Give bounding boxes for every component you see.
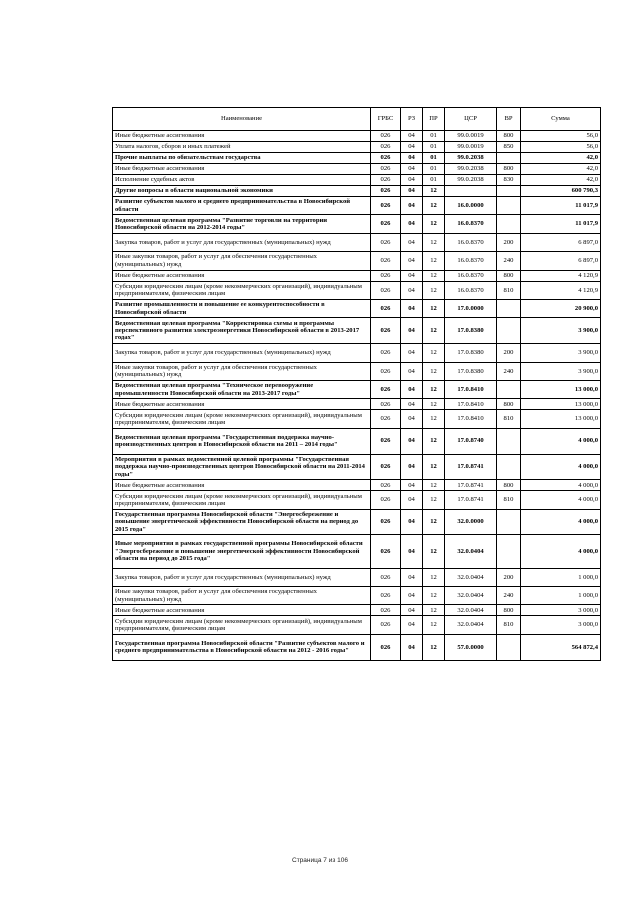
row-rz: 04 <box>401 535 423 568</box>
table-row <box>113 362 601 380</box>
table-header-row <box>113 108 601 131</box>
row-csr: 16.0.8370 <box>445 270 497 281</box>
row-pr: 12 <box>423 197 445 215</box>
row-name: Ведомственная целевая программа "Развитие торговли на территории Новосибирской области на 2012-2014 годы" <box>113 215 371 233</box>
row-name: Субсидии юридическим лицам (кроме некоммерческих организаций), индивидуальным предпринимателям, физическим лицам <box>113 616 371 634</box>
row-csr: 16.0.8370 <box>445 281 497 299</box>
row-pr: 01 <box>423 142 445 153</box>
row-pr: 12 <box>423 509 445 535</box>
row-vr: 240 <box>497 587 521 605</box>
row-grbs: 026 <box>371 233 401 251</box>
row-pr: 12 <box>423 568 445 586</box>
row-name: Иные бюджетные ассигнования <box>113 605 371 616</box>
row-vr <box>497 509 521 535</box>
row-rz: 04 <box>401 428 423 454</box>
table-row <box>113 252 601 270</box>
row-rz: 04 <box>401 399 423 410</box>
row-name: Иные закупки товаров, работ и услуг для обеспечения государственных (муниципальных) нужд <box>113 587 371 605</box>
table-row <box>113 318 601 344</box>
table-body <box>113 131 601 661</box>
row-grbs: 026 <box>371 616 401 634</box>
row-vr: 800 <box>497 131 521 142</box>
row-csr: 99.0.2038 <box>445 153 497 164</box>
row-grbs: 026 <box>371 281 401 299</box>
row-pr: 01 <box>423 131 445 142</box>
table-row <box>113 153 601 164</box>
table-row <box>113 605 601 616</box>
row-vr <box>497 186 521 197</box>
table-row <box>113 233 601 251</box>
row-grbs: 026 <box>371 318 401 344</box>
row-rz: 04 <box>401 233 423 251</box>
header-pr: ПР <box>423 108 445 131</box>
row-pr: 01 <box>423 153 445 164</box>
row-rz: 04 <box>401 454 423 480</box>
row-name: Иные закупки товаров, работ и услуг для обеспечения государственных (муниципальных) нужд <box>113 362 371 380</box>
row-name: Исполнение судебных актов <box>113 175 371 186</box>
row-name: Ведомственная целевая программа "Государственная поддержка научно-производственных центров в Новосибирской области на 2011 – 2014 годы" <box>113 428 371 454</box>
row-name: Иные бюджетные ассигнования <box>113 480 371 491</box>
row-csr: 17.0.8380 <box>445 318 497 344</box>
row-rz: 04 <box>401 318 423 344</box>
row-rz: 04 <box>401 281 423 299</box>
row-vr <box>497 197 521 215</box>
row-pr: 12 <box>423 299 445 317</box>
row-sum: 20 900,0 <box>521 299 601 317</box>
row-sum: 11 017,9 <box>521 215 601 233</box>
row-vr: 800 <box>497 605 521 616</box>
row-grbs: 026 <box>371 153 401 164</box>
row-pr: 12 <box>423 362 445 380</box>
row-sum: 3 900,0 <box>521 318 601 344</box>
row-pr: 12 <box>423 186 445 197</box>
row-sum: 4 000,0 <box>521 535 601 568</box>
row-pr: 12 <box>423 587 445 605</box>
table-row <box>113 480 601 491</box>
row-pr: 12 <box>423 270 445 281</box>
row-grbs: 026 <box>371 491 401 509</box>
row-sum: 3 000,0 <box>521 605 601 616</box>
table-row <box>113 197 601 215</box>
row-grbs: 026 <box>371 131 401 142</box>
row-vr: 830 <box>497 175 521 186</box>
row-name: Иные бюджетные ассигнования <box>113 164 371 175</box>
row-pr: 12 <box>423 454 445 480</box>
row-vr <box>497 318 521 344</box>
header-vr: ВР <box>497 108 521 131</box>
row-csr: 32.0.0404 <box>445 616 497 634</box>
row-sum: 4 000,0 <box>521 509 601 535</box>
table-row <box>113 587 601 605</box>
table-row <box>113 164 601 175</box>
row-name: Субсидии юридическим лицам (кроме некоммерческих организаций), индивидуальным предпринимателям, физическим лицам <box>113 491 371 509</box>
table-row <box>113 175 601 186</box>
row-csr: 17.0.8410 <box>445 380 497 398</box>
row-pr: 12 <box>423 428 445 454</box>
row-name: Иные бюджетные ассигнования <box>113 131 371 142</box>
table-row <box>113 509 601 535</box>
row-vr <box>497 380 521 398</box>
row-vr: 200 <box>497 568 521 586</box>
row-grbs: 026 <box>371 568 401 586</box>
row-sum: 564 872,4 <box>521 634 601 660</box>
row-csr: 32.0.0404 <box>445 535 497 568</box>
row-grbs: 026 <box>371 186 401 197</box>
row-grbs: 026 <box>371 454 401 480</box>
row-pr: 12 <box>423 344 445 362</box>
row-sum: 6 897,0 <box>521 252 601 270</box>
row-name: Мероприятия в рамках ведомственной целевой программы "Государственная поддержка научно-производственных центров Новосибирской области на 2011-2014 годы" <box>113 454 371 480</box>
row-name: Ведомственная целевая программа "Техническое перевооружение промышленности Новосибирской области на 2013-2017 годы" <box>113 380 371 398</box>
row-sum: 1 000,0 <box>521 568 601 586</box>
row-name: Субсидии юридическим лицам (кроме некоммерческих организаций), индивидуальным предпринимателям, физическим лицам <box>113 410 371 428</box>
row-grbs: 026 <box>371 480 401 491</box>
row-pr: 12 <box>423 616 445 634</box>
row-rz: 04 <box>401 491 423 509</box>
row-name: Закупка товаров, работ и услуг для государственных (муниципальных) нужд <box>113 344 371 362</box>
row-vr: 800 <box>497 399 521 410</box>
row-rz: 04 <box>401 616 423 634</box>
row-rz: 04 <box>401 509 423 535</box>
row-csr: 99.0.2038 <box>445 175 497 186</box>
row-csr: 17.0.8380 <box>445 344 497 362</box>
row-sum: 6 897,0 <box>521 233 601 251</box>
row-csr: 17.0.8410 <box>445 410 497 428</box>
row-grbs: 026 <box>371 270 401 281</box>
row-csr <box>445 186 497 197</box>
row-sum: 3 000,0 <box>521 616 601 634</box>
row-grbs: 026 <box>371 380 401 398</box>
row-vr: 810 <box>497 491 521 509</box>
header-grbs: ГРБС <box>371 108 401 131</box>
table-row <box>113 535 601 568</box>
row-vr <box>497 634 521 660</box>
row-rz: 04 <box>401 480 423 491</box>
row-vr: 810 <box>497 616 521 634</box>
row-rz: 04 <box>401 380 423 398</box>
table-row <box>113 299 601 317</box>
row-vr: 800 <box>497 480 521 491</box>
table-row <box>113 380 601 398</box>
row-pr: 12 <box>423 491 445 509</box>
row-vr <box>497 535 521 568</box>
row-vr <box>497 215 521 233</box>
table-row <box>113 344 601 362</box>
row-sum: 600 790,3 <box>521 186 601 197</box>
row-grbs: 026 <box>371 142 401 153</box>
table-row <box>113 186 601 197</box>
row-vr: 200 <box>497 344 521 362</box>
row-rz: 04 <box>401 270 423 281</box>
row-vr <box>497 299 521 317</box>
row-pr: 12 <box>423 215 445 233</box>
row-vr: 850 <box>497 142 521 153</box>
row-pr: 12 <box>423 318 445 344</box>
row-csr: 57.0.0000 <box>445 634 497 660</box>
row-name: Иные бюджетные ассигнования <box>113 270 371 281</box>
row-csr: 99.0.2038 <box>445 164 497 175</box>
header-rz: РЗ <box>401 108 423 131</box>
row-pr: 12 <box>423 480 445 491</box>
row-pr: 12 <box>423 399 445 410</box>
row-grbs: 026 <box>371 164 401 175</box>
row-rz: 04 <box>401 362 423 380</box>
row-rz: 04 <box>401 153 423 164</box>
row-csr: 99.0.0019 <box>445 142 497 153</box>
row-rz: 04 <box>401 568 423 586</box>
table-row <box>113 634 601 660</box>
row-sum: 4 000,0 <box>521 428 601 454</box>
row-pr: 12 <box>423 535 445 568</box>
row-rz: 04 <box>401 634 423 660</box>
row-csr: 17.0.8380 <box>445 362 497 380</box>
row-rz: 04 <box>401 605 423 616</box>
row-name: Другие вопросы в области национальной экономики <box>113 186 371 197</box>
row-pr: 12 <box>423 252 445 270</box>
table-row <box>113 142 601 153</box>
row-sum: 3 900,0 <box>521 344 601 362</box>
row-vr <box>497 428 521 454</box>
row-name: Иные мероприятия в рамках государственной программы Новосибирской области "Энергосбережение и повышение энергетической эффективности Новосибирской области на период до 2015 года" <box>113 535 371 568</box>
table-row <box>113 568 601 586</box>
row-rz: 04 <box>401 344 423 362</box>
row-pr: 01 <box>423 164 445 175</box>
row-rz: 04 <box>401 252 423 270</box>
row-grbs: 026 <box>371 175 401 186</box>
table-row <box>113 399 601 410</box>
row-name: Государственная программа Новосибирской области "Энергосбережение и повышение энергетической эффективности Новосибирской области на период до 2015 года" <box>113 509 371 535</box>
table-row <box>113 454 601 480</box>
budget-table <box>112 107 601 661</box>
row-rz: 04 <box>401 164 423 175</box>
row-grbs: 026 <box>371 509 401 535</box>
row-csr: 17.0.8741 <box>445 491 497 509</box>
row-grbs: 026 <box>371 587 401 605</box>
row-grbs: 026 <box>371 428 401 454</box>
header-sum: Сумма <box>521 108 601 131</box>
row-grbs: 026 <box>371 634 401 660</box>
row-name: Развитие промышленности и повышение ее конкурентоспособности в Новосибирской области <box>113 299 371 317</box>
row-name: Развитие субъектов малого и среднего предпринимательства в Новосибирской области <box>113 197 371 215</box>
table-row <box>113 491 601 509</box>
row-name: Государственная программа Новосибирской области "Развитие субъектов малого и среднего предпринимательства в Новосибирской области на 2012 - 2016 годы" <box>113 634 371 660</box>
row-rz: 04 <box>401 175 423 186</box>
row-sum: 13 000,0 <box>521 410 601 428</box>
row-csr: 16.0.8370 <box>445 252 497 270</box>
row-grbs: 026 <box>371 252 401 270</box>
row-sum: 13 000,0 <box>521 399 601 410</box>
page-number: Страница 7 из 106 <box>292 857 348 864</box>
row-csr: 17.0.8741 <box>445 454 497 480</box>
table-row <box>113 215 601 233</box>
row-vr: 800 <box>497 164 521 175</box>
row-sum: 4 120,9 <box>521 281 601 299</box>
row-grbs: 026 <box>371 362 401 380</box>
row-grbs: 026 <box>371 344 401 362</box>
row-sum: 4 000,0 <box>521 454 601 480</box>
row-vr: 240 <box>497 252 521 270</box>
table-row <box>113 131 601 142</box>
row-grbs: 026 <box>371 535 401 568</box>
row-vr: 800 <box>497 270 521 281</box>
row-pr: 12 <box>423 410 445 428</box>
row-vr: 200 <box>497 233 521 251</box>
row-grbs: 026 <box>371 197 401 215</box>
row-rz: 04 <box>401 131 423 142</box>
row-name: Закупка товаров, работ и услуг для государственных (муниципальных) нужд <box>113 233 371 251</box>
row-csr: 16.0.0000 <box>445 197 497 215</box>
row-sum: 42,0 <box>521 153 601 164</box>
row-sum: 42,0 <box>521 175 601 186</box>
row-sum: 11 017,9 <box>521 197 601 215</box>
row-rz: 04 <box>401 142 423 153</box>
row-pr: 01 <box>423 175 445 186</box>
row-vr: 240 <box>497 362 521 380</box>
row-name: Уплата налогов, сборов и иных платежей <box>113 142 371 153</box>
row-pr: 12 <box>423 380 445 398</box>
row-sum: 1 000,0 <box>521 587 601 605</box>
table-row <box>113 281 601 299</box>
table-row <box>113 270 601 281</box>
row-name: Закупка товаров, работ и услуг для государственных (муниципальных) нужд <box>113 568 371 586</box>
header-name: Наименование <box>113 108 371 131</box>
row-pr: 12 <box>423 233 445 251</box>
row-name: Субсидии юридическим лицам (кроме некоммерческих организаций), индивидуальным предпринимателям, физическим лицам <box>113 281 371 299</box>
row-csr: 16.0.8370 <box>445 215 497 233</box>
row-sum: 4 000,0 <box>521 480 601 491</box>
row-vr <box>497 454 521 480</box>
row-sum: 56,0 <box>521 142 601 153</box>
table-row <box>113 410 601 428</box>
table-row <box>113 616 601 634</box>
row-name: Прочие выплаты по обязательствам государства <box>113 153 371 164</box>
row-csr: 16.0.8370 <box>445 233 497 251</box>
row-vr <box>497 153 521 164</box>
row-grbs: 026 <box>371 215 401 233</box>
row-csr: 17.0.0000 <box>445 299 497 317</box>
row-csr: 17.0.8410 <box>445 399 497 410</box>
table-row <box>113 428 601 454</box>
row-rz: 04 <box>401 587 423 605</box>
row-csr: 17.0.8741 <box>445 480 497 491</box>
row-pr: 12 <box>423 605 445 616</box>
row-name: Ведомственная целевая программа "Корректировка схемы и программы перспективного развития электроэнергетики Новосибирской области в 2013-2017 годах" <box>113 318 371 344</box>
row-grbs: 026 <box>371 410 401 428</box>
row-grbs: 026 <box>371 399 401 410</box>
row-csr: 32.0.0404 <box>445 587 497 605</box>
row-rz: 04 <box>401 186 423 197</box>
row-vr: 810 <box>497 281 521 299</box>
row-rz: 04 <box>401 410 423 428</box>
row-name: Иные бюджетные ассигнования <box>113 399 371 410</box>
row-csr: 32.0.0404 <box>445 568 497 586</box>
row-pr: 12 <box>423 281 445 299</box>
row-pr: 12 <box>423 634 445 660</box>
row-rz: 04 <box>401 299 423 317</box>
row-rz: 04 <box>401 215 423 233</box>
row-csr: 32.0.0404 <box>445 605 497 616</box>
row-name: Иные закупки товаров, работ и услуг для обеспечения государственных (муниципальных) нужд <box>113 252 371 270</box>
row-sum: 4 120,9 <box>521 270 601 281</box>
row-csr: 17.0.8740 <box>445 428 497 454</box>
row-grbs: 026 <box>371 605 401 616</box>
row-sum: 13 000,0 <box>521 380 601 398</box>
row-sum: 56,0 <box>521 131 601 142</box>
row-csr: 32.0.0000 <box>445 509 497 535</box>
row-vr: 810 <box>497 410 521 428</box>
row-sum: 42,0 <box>521 164 601 175</box>
header-csr: ЦСР <box>445 108 497 131</box>
row-rz: 04 <box>401 197 423 215</box>
row-csr: 99.0.0019 <box>445 131 497 142</box>
row-sum: 3 900,0 <box>521 362 601 380</box>
row-sum: 4 000,0 <box>521 491 601 509</box>
row-grbs: 026 <box>371 299 401 317</box>
